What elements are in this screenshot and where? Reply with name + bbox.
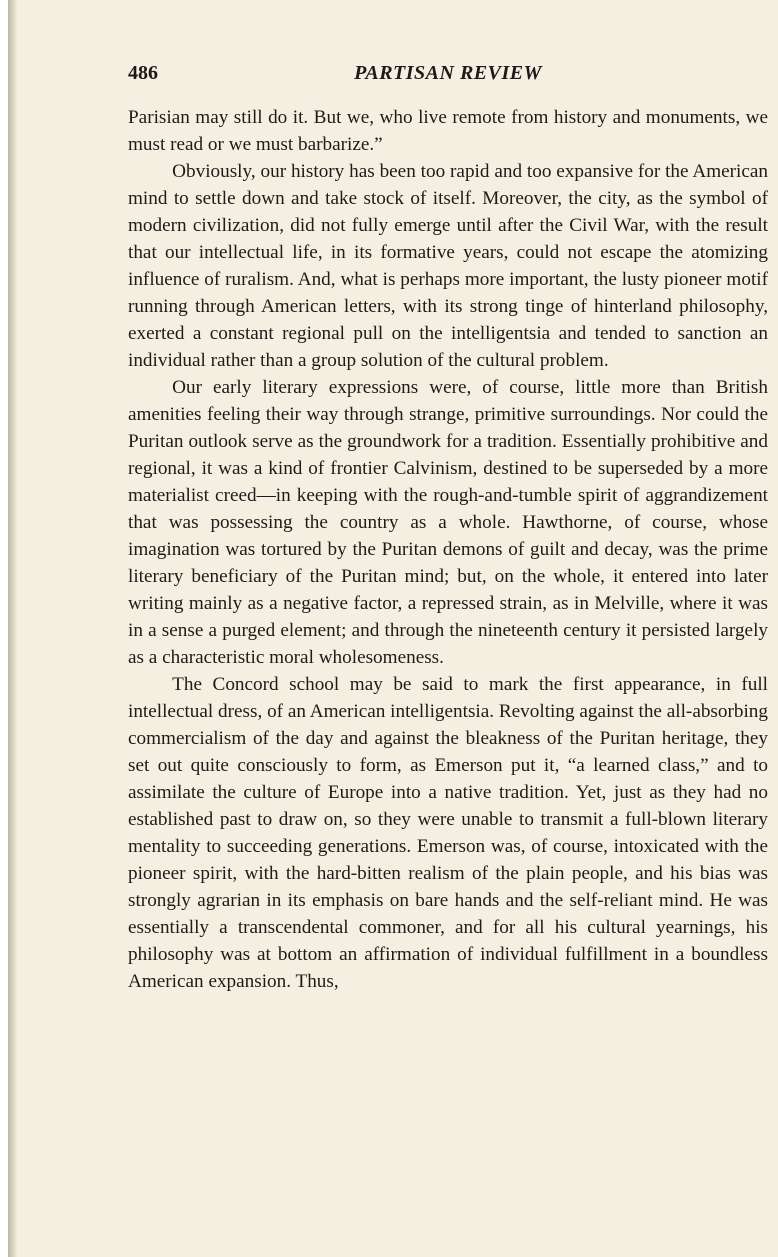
paragraph-continuation: Parisian may still do it. But we, who live remote from history and monuments, we must read or we must barbarize.” bbox=[128, 107, 768, 155]
book-page bbox=[8, 0, 778, 1257]
body-text bbox=[128, 104, 768, 995]
running-title: PARTISAN REVIEW bbox=[354, 62, 542, 84]
paragraph: Obviously, our history has been too rapid and too expansive for the American mind to settle down and take stock of itself. Moreover, the city, as the symbol of modern civilization, did not fully emerge until after the Civil War, with the result that our intellectual life, in its formative years, could not escape the atomizing influence of ruralism. And, what is perhaps more important, the lusty pioneer motif running through American letters, with its strong tinge of hinterland philosophy, exerted a constant regional pull on the intelligentsia and tended to sanction an individual rather than a group solution of the cultural problem. bbox=[128, 161, 768, 371]
page-number: 486 bbox=[128, 62, 158, 84]
page-header bbox=[128, 62, 768, 90]
page-spine-shadow bbox=[8, 0, 18, 1257]
paragraph: The Concord school may be said to mark the first appearance, in full intellectual dress, of an American intelligentsia. Revolting against the all-absorbing commercialism of the day and against the bleakness of the Puritan heritage, they set out quite consciously to form, as Emerson put it, “a learned class,” and to assimilate the culture of Europe into a native tradition. Yet, just as they had no established past to draw on, so they were unable to transmit a full-blown literary mentality to succeeding generations. Emerson was, of course, intoxicated with the pioneer spirit, with the hard-bitten realism of the plain people, and his bias was strongly agrarian in its emphasis on bare hands and the self-reliant mind. He was essentially a transcendental commoner, and for all his cultural yearnings, his philosophy was at bottom an affirmation of individual fulfillment in a boundless American expansion. Thus, bbox=[128, 674, 768, 992]
paragraph: Our early literary expressions were, of course, little more than British amenities feeling their way through strange, primitive surroundings. Nor could the Puritan outlook serve as the groundwork for a tradition. Essentially prohibitive and regional, it was a kind of frontier Calvinism, destined to be superseded by a more materialist creed—in keeping with the rough-and-tumble spirit of aggrandizement that was possessing the country as a whole. Hawthorne, of course, whose imagination was tortured by the Puritan demons of guilt and decay, was the prime literary beneficiary of the Puritan mind; but, on the whole, it entered into later writing mainly as a negative factor, a repressed strain, as in Melville, where it was in a sense a purged element; and through the nineteenth century it persisted largely as a characteristic moral wholesomeness. bbox=[128, 377, 768, 668]
